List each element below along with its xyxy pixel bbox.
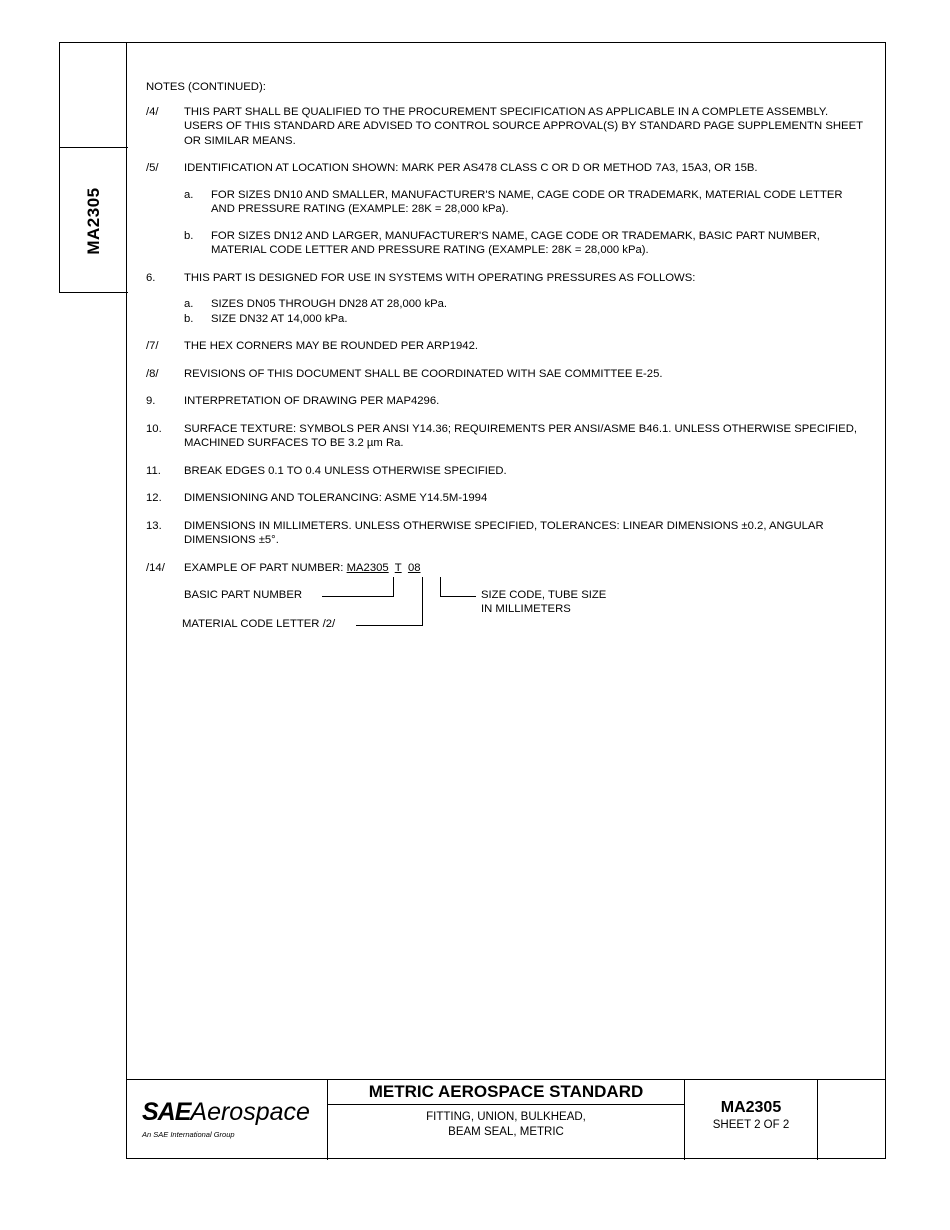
sub-letter: a.: [184, 188, 194, 201]
sub-text: SIZES DN05 THROUGH DN28 AT 28,000 kPa.: [211, 298, 448, 310]
note-13: [146, 519, 866, 548]
logo-tagline: An SAE International Group: [142, 1130, 235, 1139]
sub-text: FOR SIZES DN10 AND SMALLER, MANUFACTURER'S NAME, CAGE CODE OR TRADEMARK, MATERIAL CODE LETTER AND PRESSURE RATING (EXAMPLE: 28K = 28,000 kPa).: [211, 188, 843, 215]
note-8: [146, 367, 866, 382]
standard-heading: METRIC AEROSPACE STANDARD: [328, 1080, 684, 1105]
part-number-line: [184, 561, 421, 576]
doc-number-cell: [685, 1080, 818, 1160]
note-number: 11.: [146, 464, 161, 477]
notes-heading: NOTES (CONTINUED):: [146, 81, 266, 93]
note-4: [146, 105, 866, 149]
part-description: [328, 1105, 684, 1140]
size-leader-h: [440, 596, 476, 597]
part-size: 08: [407, 561, 421, 574]
sub-letter: a.: [184, 298, 194, 310]
logo-sae-text: SAE: [142, 1098, 191, 1126]
size-leader-v: [440, 577, 441, 597]
side-tab: [59, 42, 128, 293]
note-sub-item: [184, 229, 866, 258]
doc-number: MA2305: [720, 1099, 782, 1116]
title-cell: [328, 1080, 685, 1160]
part-basic: MA2305: [346, 561, 389, 574]
part-material: T: [394, 561, 402, 574]
note-text: IDENTIFICATION AT LOCATION SHOWN: MARK PER AS478 CLASS C OR D OR METHOD 7A3, 15A3, OR 15B.: [184, 162, 758, 174]
note-sub-item: [184, 188, 866, 217]
note-text: DIMENSIONING AND TOLERANCING: ASME Y14.5M-1994: [184, 492, 488, 504]
example-label: EXAMPLE OF PART NUMBER:: [184, 561, 344, 574]
note-number: /14/: [146, 561, 165, 574]
note-number: 10.: [146, 422, 162, 435]
note-9: [146, 394, 866, 409]
note-text: THIS PART SHALL BE QUALIFIED TO THE PROCUREMENT SPECIFICATION AS APPLICABLE IN A COMPLETE ASSEMBLY. USERS OF THIS STANDARD ARE ADVISED TO CONTROL SOURCE APPROVAL(S) BY STANDARD PAGE SUPPLEMENTN SHEET OR SIMILAR MEANS.: [184, 105, 863, 147]
basic-leader-v: [393, 577, 394, 597]
note-text: REVISIONS OF THIS DOCUMENT SHALL BE COORDINATED WITH SAE COMMITTEE E-25.: [184, 367, 663, 380]
material-leader-h: [356, 625, 422, 626]
note-text: THE HEX CORNERS MAY BE ROUNDED PER ARP1942.: [184, 340, 479, 352]
sub-letter: b.: [184, 229, 194, 242]
sae-aerospace-logo: [142, 1098, 310, 1127]
note-number: 9.: [146, 395, 156, 407]
note-number: 13.: [146, 519, 162, 532]
logo-aerospace-text: Aerospace: [190, 1098, 310, 1126]
note-text: BREAK EDGES 0.1 TO 0.4 UNLESS OTHERWISE SPECIFIED.: [184, 464, 507, 477]
note-sub-item: [184, 297, 866, 312]
note-text: INTERPRETATION OF DRAWING PER MAP4296.: [184, 395, 440, 407]
sub-letter: b.: [184, 312, 194, 325]
note-text: DIMENSIONS IN MILLIMETERS. UNLESS OTHERWISE SPECIFIED, TOLERANCES: LINEAR DIMENSIONS ±0.2, ANGULAR DIMENSIONS ±5°.: [184, 519, 824, 546]
material-leader-v: [422, 577, 423, 626]
note-number: 6.: [146, 271, 156, 284]
notes-section: [146, 80, 866, 664]
title-block: [126, 1079, 886, 1159]
size-code-label-2: IN MILLIMETERS: [481, 602, 571, 615]
sub-text: FOR SIZES DN12 AND LARGER, MANUFACTURER'S NAME, CAGE CODE OR TRADEMARK, BASIC PART NUMBER, MATERIAL CODE LETTER AND PRESSURE RATING (EXAMPLE: 28K = 28,000 kPa).: [211, 229, 820, 256]
note-number: 12.: [146, 492, 162, 504]
note-number: /8/: [146, 367, 159, 380]
note-text: SURFACE TEXTURE: SYMBOLS PER ANSI Y14.36; REQUIREMENTS PER ANSI/ASME B46.1. UNLESS OTHERWISE SPECIFIED, MACHINED SURFACES TO BE 3.2 µm Ra.: [184, 422, 857, 449]
size-code-label-1: SIZE CODE, TUBE SIZE: [481, 588, 607, 601]
note-number: /7/: [146, 340, 159, 352]
note-sub-item: [184, 312, 866, 327]
note-number: /5/: [146, 162, 159, 174]
note-11: [146, 464, 866, 479]
note-10: [146, 422, 866, 451]
blank-cell: [818, 1080, 886, 1160]
basic-leader-h: [322, 596, 394, 597]
description-line-1: FITTING, UNION, BULKHEAD,: [426, 1111, 586, 1123]
note-5: [146, 161, 866, 258]
basic-part-label: BASIC PART NUMBER: [184, 588, 303, 601]
part-number-example: [184, 561, 866, 651]
note-12: [146, 491, 866, 506]
side-tab-divider: [60, 147, 128, 148]
sheet-number: SHEET 2 OF 2: [712, 1119, 790, 1131]
side-tab-doc-number: MA2305: [84, 187, 103, 255]
description-line-2: BEAM SEAL, METRIC: [448, 1126, 564, 1138]
sub-text: SIZE DN32 AT 14,000 kPa.: [211, 312, 348, 325]
note-14: [146, 561, 866, 651]
note-number: /4/: [146, 105, 159, 118]
note-7: [146, 339, 866, 354]
material-code-label: MATERIAL CODE LETTER /2/: [182, 617, 336, 630]
note-6: [146, 271, 866, 327]
logo-cell: [126, 1080, 328, 1160]
note-text: THIS PART IS DESIGNED FOR USE IN SYSTEMS WITH OPERATING PRESSURES AS FOLLOWS:: [184, 271, 696, 284]
